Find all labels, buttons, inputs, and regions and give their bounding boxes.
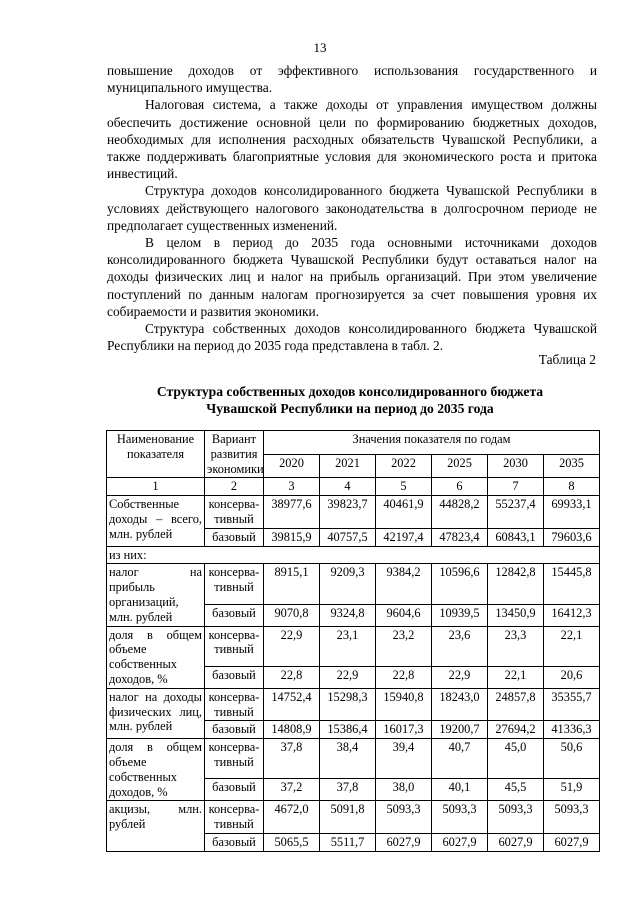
body-text (107, 62, 597, 354)
value-cell: 6027,9 (376, 833, 432, 851)
header-year: 2035 (544, 454, 600, 478)
variant-cell: консерва-тивный (205, 739, 264, 779)
value-cell: 38977,6 (264, 496, 320, 529)
value-cell: 39815,9 (264, 528, 320, 546)
value-cell: 16017,3 (376, 721, 432, 739)
value-cell: 24857,8 (488, 688, 544, 721)
column-number: 5 (376, 478, 432, 496)
value-cell: 41336,3 (544, 721, 600, 739)
table-row (107, 688, 600, 721)
value-cell: 47823,4 (432, 528, 488, 546)
value-cell: 4672,0 (264, 801, 320, 834)
value-cell: 45,0 (488, 739, 544, 779)
value-cell: 9384,2 (376, 564, 432, 604)
value-cell: 39823,7 (320, 496, 376, 529)
value-cell: 40461,9 (376, 496, 432, 529)
value-cell: 8915,1 (264, 564, 320, 604)
header-row (107, 431, 600, 455)
value-cell: 37,2 (264, 779, 320, 801)
value-cell: 22,1 (488, 666, 544, 688)
value-cell: 23,3 (488, 626, 544, 666)
value-cell: 5093,3 (488, 801, 544, 834)
column-number-row (107, 478, 600, 496)
value-cell: 5065,5 (264, 833, 320, 851)
value-cell: 50,6 (544, 739, 600, 779)
header-values: Значения показателя по годам (264, 431, 600, 455)
value-cell: 20,6 (544, 666, 600, 688)
value-cell: 38,0 (376, 779, 432, 801)
variant-cell: базовый (205, 528, 264, 546)
value-cell: 22,1 (544, 626, 600, 666)
value-cell: 22,9 (320, 666, 376, 688)
value-cell: 55237,4 (488, 496, 544, 529)
indicator-name: налог на прибыль организаций, млн. рублей (107, 564, 205, 626)
value-cell: 45,5 (488, 779, 544, 801)
table-title-line: Структура собственных доходов консолидированного бюджета (156, 384, 544, 399)
indicator-name: Собственные доходы – всего, млн. рублей (107, 496, 205, 546)
value-cell: 5511,7 (320, 833, 376, 851)
value-cell: 9604,6 (376, 604, 432, 626)
variant-cell: базовый (205, 779, 264, 801)
value-cell: 44828,2 (432, 496, 488, 529)
paragraph: Структура доходов консолидированного бюджета Чувашской Республики в условиях действующего налогового законодательства в долгосрочном периоде не предполагает существенных изменений. (107, 183, 597, 233)
variant-cell: базовый (205, 721, 264, 739)
variant-cell: базовый (205, 833, 264, 851)
paragraph: Структура собственных доходов консолидированного бюджета Чувашской Республики на период до 2035 года представлена в табл. 2. (107, 321, 597, 354)
variant-cell: консерва-тивный (205, 688, 264, 721)
value-cell: 23,2 (376, 626, 432, 666)
header-variant: Вариант развития экономики (205, 431, 264, 478)
value-cell: 15298,3 (320, 688, 376, 721)
data-table (106, 430, 600, 852)
table-row (107, 564, 600, 604)
variant-cell: консерва-тивный (205, 626, 264, 666)
value-cell: 19200,7 (432, 721, 488, 739)
value-cell: 69933,1 (544, 496, 600, 529)
value-cell: 40757,5 (320, 528, 376, 546)
value-cell: 60843,1 (488, 528, 544, 546)
value-cell: 14808,9 (264, 721, 320, 739)
value-cell: 38,4 (320, 739, 376, 779)
value-cell: 5093,3 (376, 801, 432, 834)
value-cell: 22,8 (376, 666, 432, 688)
indicator-name: доля в общем объеме собственных доходов, % (107, 626, 205, 688)
value-cell: 37,8 (264, 739, 320, 779)
indicator-name: акцизы, млн. рублей (107, 801, 205, 851)
value-cell: 23,1 (320, 626, 376, 666)
value-cell: 6027,9 (488, 833, 544, 851)
table-title-line: Чувашской Республики на период до 2035 года (206, 401, 494, 416)
header-name: Наименование показателя (107, 431, 205, 478)
header-year: 2021 (320, 454, 376, 478)
value-cell: 12842,8 (488, 564, 544, 604)
value-cell: 9324,8 (320, 604, 376, 626)
value-cell: 40,1 (432, 779, 488, 801)
value-cell: 37,8 (320, 779, 376, 801)
value-cell: 22,9 (264, 626, 320, 666)
variant-cell: консерва-тивный (205, 564, 264, 604)
column-number: 6 (432, 478, 488, 496)
header-year: 2020 (264, 454, 320, 478)
value-cell: 5093,3 (544, 801, 600, 834)
value-cell: 42197,4 (376, 528, 432, 546)
value-cell: 10596,6 (432, 564, 488, 604)
value-cell: 22,8 (264, 666, 320, 688)
value-cell: 14752,4 (264, 688, 320, 721)
value-cell: 15386,4 (320, 721, 376, 739)
value-cell: 5093,3 (432, 801, 488, 834)
value-cell: 22,9 (432, 666, 488, 688)
header-year: 2025 (432, 454, 488, 478)
column-number: 3 (264, 478, 320, 496)
value-cell: 79603,6 (544, 528, 600, 546)
variant-cell: консерва-тивный (205, 801, 264, 834)
value-cell: 6027,9 (544, 833, 600, 851)
table-label: Таблица 2 (538, 352, 596, 367)
column-number: 4 (320, 478, 376, 496)
indicator-name: налог на доходы физических лиц, млн. рублей (107, 688, 205, 738)
table-title (100, 383, 600, 417)
variant-cell: базовый (205, 666, 264, 688)
value-cell: 35355,7 (544, 688, 600, 721)
table-row (107, 496, 600, 529)
header-year: 2022 (376, 454, 432, 478)
table-row (107, 801, 600, 834)
column-number: 7 (488, 478, 544, 496)
value-cell: 6027,9 (432, 833, 488, 851)
header-year: 2030 (488, 454, 544, 478)
value-cell: 15940,8 (376, 688, 432, 721)
paragraph: Налоговая система, а также доходы от управления имуществом должны обеспечить достижение основной цели по формированию бюджетных доходов, необходимых для исполнения расходных обязательств Чувашской Республики, а также поддерживать благоприятные условия для экономического роста и притока инвестиций. (107, 97, 597, 182)
column-number: 8 (544, 478, 600, 496)
value-cell: 51,9 (544, 779, 600, 801)
value-cell: 18243,0 (432, 688, 488, 721)
page-number: 13 (313, 40, 327, 55)
subheader-cell: из них: (107, 546, 600, 564)
variant-cell: консерва-тивный (205, 496, 264, 529)
value-cell: 13450,9 (488, 604, 544, 626)
value-cell: 23,6 (432, 626, 488, 666)
value-cell: 39,4 (376, 739, 432, 779)
value-cell: 9209,3 (320, 564, 376, 604)
column-number: 1 (107, 478, 205, 496)
value-cell: 9070,8 (264, 604, 320, 626)
value-cell: 5091,8 (320, 801, 376, 834)
value-cell: 16412,3 (544, 604, 600, 626)
indicator-name: доля в общем объеме собственных доходов, % (107, 739, 205, 801)
table-row (107, 739, 600, 779)
value-cell: 27694,2 (488, 721, 544, 739)
column-number: 2 (205, 478, 264, 496)
value-cell: 10939,5 (432, 604, 488, 626)
table-row (107, 626, 600, 666)
value-cell: 15445,8 (544, 564, 600, 604)
paragraph: В целом в период до 2035 года основными источниками доходов консолидированного бюджета Чувашской Республики будут оставаться налог на доходы физических лиц и налог на прибыль организаций. При этом увеличение поступлений по данным налогам прогнозируется за счет повышения уровня их собираемости и развития экономики. (107, 235, 597, 319)
subheader-row (107, 546, 600, 564)
value-cell: 40,7 (432, 739, 488, 779)
variant-cell: базовый (205, 604, 264, 626)
paragraph: повышение доходов от эффективного использования государственного и муниципального имущества. (107, 63, 597, 96)
